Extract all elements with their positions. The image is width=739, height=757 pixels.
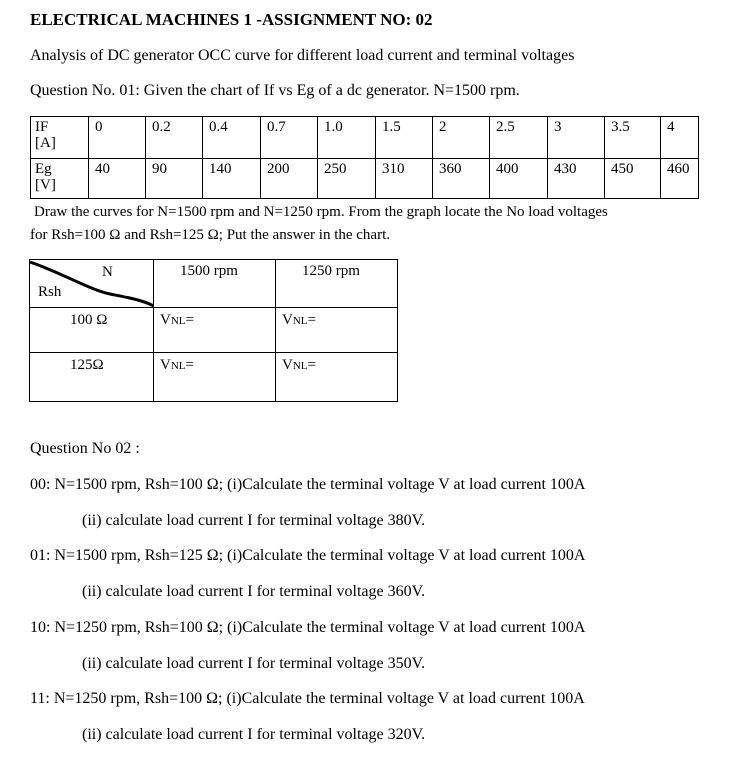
if-value: 0 [89,117,146,159]
if-value: 4 [661,117,699,159]
instruction-line-2: for Rsh=100 Ω and Rsh=125 Ω; Put the answer in the chart. [30,227,390,243]
answer-table [29,259,398,402]
if-unit: [A] [35,135,56,151]
eg-label: Eg [35,161,52,177]
vnl-v: V [160,357,171,373]
q2-item-a: 00: N=1500 rpm, Rsh=100 Ω; (i)Calculate the terminal voltage V at load current 100A [30,476,586,493]
question-1-text: Question No. 01: Given the chart of If vs Eg of a dc generator. N=1500 rpm. [30,82,520,99]
eg-value: 400 [490,159,548,199]
q2-item-b: (ii) calculate load current I for terminal voltage 320V. [82,726,426,743]
corner-rsh-label: Rsh [38,284,62,300]
q2-item-b: (ii) calculate load current I for terminal voltage 380V. [82,512,426,529]
answer-row [30,308,398,353]
vnl-v: V [160,312,171,328]
q2-item-a: 01: N=1500 rpm, Rsh=125 Ω; (i)Calculate the terminal voltage V at load current 100A [30,547,586,564]
if-value: 3.5 [605,117,661,159]
if-value: 0.4 [203,117,261,159]
vnl-eq: = [307,357,316,373]
vnl-sub: NL [170,360,186,372]
eg-value: 430 [548,159,605,199]
if-label-cell [31,117,89,159]
if-value: 1.5 [376,117,433,159]
vnl-sub: NL [292,360,308,372]
vnl-v: V [282,357,293,373]
vnl-1250-100-cell[interactable] [276,308,398,353]
eg-value: 450 [605,159,661,199]
rsh-125-label: 125Ω [30,353,154,402]
answer-row [30,353,398,402]
q2-item-b: (ii) calculate load current I for terminal voltage 360V. [82,583,426,600]
rsh-100-label: 100 Ω [30,308,154,353]
vnl-sub: NL [170,315,186,327]
vnl-eq: = [185,357,194,373]
if-value: 3 [548,117,605,159]
q2-item-a: 11: N=1250 rpm, Rsh=100 Ω; (i)Calculate the terminal voltage V at load current 100A [30,690,585,707]
eg-label-cell [31,159,89,199]
subtitle: Analysis of DC generator OCC curve for different load current and terminal voltages [30,47,575,64]
answer-header-row [30,260,398,308]
eg-value: 460 [661,159,699,199]
eg-value: 310 [376,159,433,199]
eg-unit: [V] [35,177,56,193]
vnl-sub: NL [292,315,308,327]
if-label: IF [35,119,49,135]
occ-data-table [30,116,699,199]
corner-cell [30,260,154,308]
page-title: ELECTRICAL MACHINES 1 -ASSIGNMENT NO: 02 [30,10,433,29]
eg-value: 250 [318,159,376,199]
vnl-eq: = [185,312,194,328]
instruction-line-1: Draw the curves for N=1500 rpm and N=1250 rpm. From the graph locate the No load voltages [34,204,608,220]
if-value: 2 [433,117,490,159]
eg-value: 40 [89,159,146,199]
if-row [31,117,699,159]
eg-value: 200 [261,159,318,199]
eg-value: 140 [203,159,261,199]
if-value: 0.7 [261,117,318,159]
eg-value: 90 [146,159,203,199]
q2-item-b: (ii) calculate load current I for terminal voltage 350V. [82,655,426,672]
if-value: 1.0 [318,117,376,159]
if-value: 0.2 [146,117,203,159]
col-header-1500: 1500 rpm [154,260,276,308]
vnl-1500-125-cell[interactable] [154,353,276,402]
eg-row [31,159,699,199]
corner-n-label: N [102,264,113,280]
if-value: 2.5 [490,117,548,159]
col-header-1250: 1250 rpm [276,260,398,308]
vnl-1500-100-cell[interactable] [154,308,276,353]
q2-item-a: 10: N=1250 rpm, Rsh=100 Ω; (i)Calculate the terminal voltage V at load current 100A [30,619,586,636]
vnl-v: V [282,312,293,328]
vnl-1250-125-cell[interactable] [276,353,398,402]
eg-value: 360 [433,159,490,199]
question-2-heading: Question No 02 : [30,440,140,457]
vnl-eq: = [307,312,316,328]
